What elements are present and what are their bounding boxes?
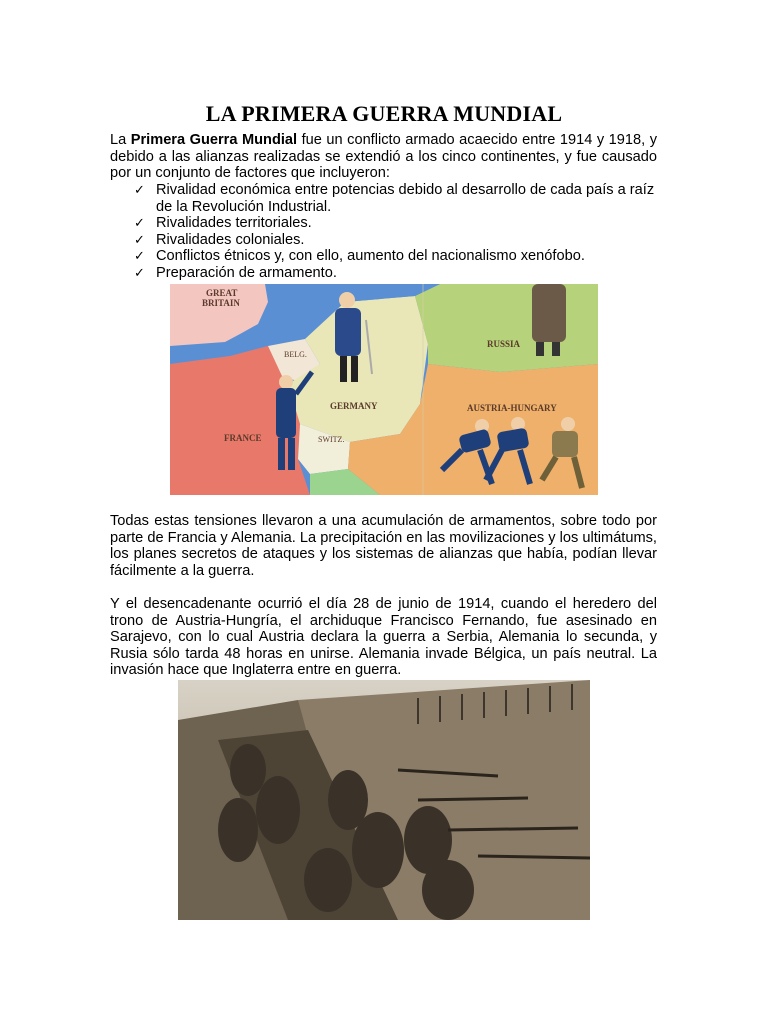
europe-cartoon-map — [170, 284, 598, 495]
map-label-great-britain-1: GREAT — [206, 288, 238, 298]
map-label-great-britain-2: BRITAIN — [202, 298, 240, 308]
intro-rest: fue un conflicto armado acaecido entre 1914 y 1918, y debido a las alianzas realizadas se extendió a los cinco continentes, y fue causado por un conjunto de factores que incluyeron: — [110, 132, 657, 182]
list-item-text: Rivalidades territoriales. — [156, 215, 312, 232]
map-label-austria-hungary: AUSTRIA-HUNGARY — [467, 403, 557, 413]
intro-lead: La — [110, 132, 131, 148]
causes-list — [110, 182, 657, 282]
list-item — [110, 215, 657, 232]
map-label-belgium: BELG. — [284, 350, 307, 359]
checkmark-icon: ✓ — [134, 231, 145, 247]
list-item-text: Rivalidad económica entre potencias debido al desarrollo de cada país a raíz de la Revolución Industrial. — [156, 182, 655, 215]
document-title: LA PRIMERA GUERRA MUNDIAL — [205, 100, 563, 126]
map-label-germany: GERMANY — [330, 401, 378, 411]
intro-paragraph — [110, 132, 657, 182]
list-item — [110, 265, 657, 282]
checkmark-icon: ✓ — [134, 215, 145, 231]
list-item — [110, 248, 657, 265]
list-item — [110, 232, 657, 249]
list-item-text: Conflictos étnicos y, con ello, aumento del nacionalismo xenófobo. — [156, 248, 585, 265]
map-label-france: FRANCE — [224, 433, 262, 443]
map-region-russia — [415, 284, 598, 372]
paragraph-tensions: Todas estas tensiones llevaron a una acumulación de armamentos, sobre todo por parte de Francia y Alemania. La precipitación en las movilizaciones y los ultimátums, los planes secretos de ataques y los sistemas de alianzas que había, podían llevar fácilmente a la guerra. — [110, 513, 657, 579]
list-item-text: Rivalidades coloniales. — [156, 231, 305, 248]
list-item — [110, 182, 657, 215]
list-item-text: Preparación de armamento. — [156, 264, 337, 281]
intro-bold-term: Primera Guerra Mundial — [130, 132, 298, 148]
paragraph-trigger: Y el desencadenante ocurrió el día 28 de junio de 1914, cuando el heredero del trono de Austria-Hungría, el archiduque Francisco Fernando, fue asesinado en Sarajevo, con lo cual Austria declara la guerra a Serbia, Alemania lo secunda, y Rusia sólo tarda 48 horas en unirse. Alemania invade Bélgica, un país neutral. La invasión hace que Inglaterra entre en guerra. — [110, 596, 657, 679]
trench-photograph — [178, 680, 590, 920]
checkmark-icon: ✓ — [134, 248, 145, 264]
checkmark-icon: ✓ — [134, 264, 145, 280]
checkmark-icon: ✓ — [134, 182, 145, 197]
map-label-switzerland: SWITZ. — [318, 435, 345, 444]
map-label-russia: RUSSIA — [487, 339, 521, 349]
